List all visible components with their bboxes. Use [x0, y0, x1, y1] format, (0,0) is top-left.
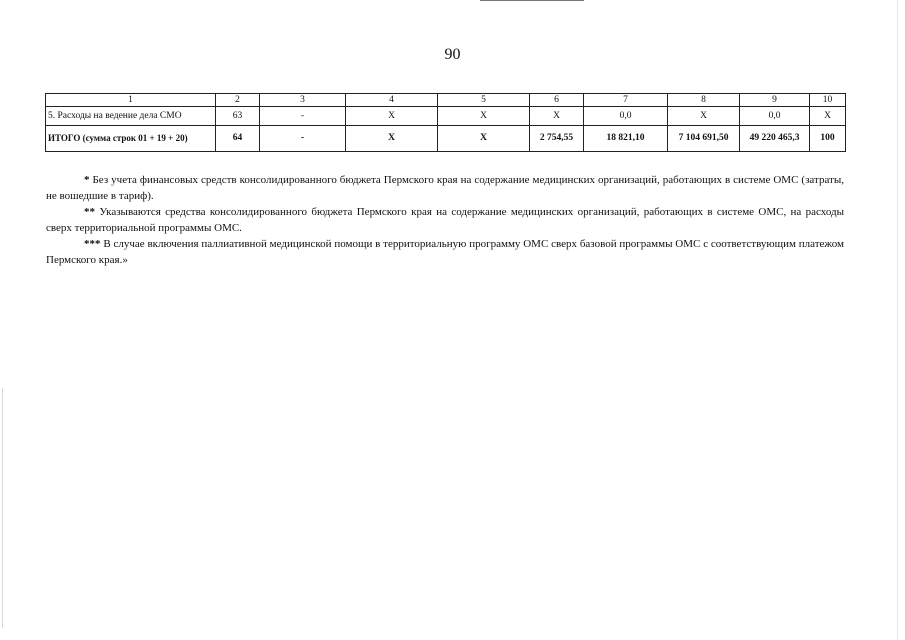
footnote-3 [46, 236, 844, 268]
table-cell: X [438, 107, 530, 126]
table-cell: 0,0 [584, 107, 668, 126]
footnote-2 [46, 204, 844, 236]
footnote-marker: *** [84, 238, 101, 250]
footnotes [46, 172, 844, 268]
column-header: 6 [530, 94, 584, 107]
column-header: 4 [346, 94, 438, 107]
footnote-text: В случае включения паллиативной медицинской помощи в территориальную программу ОМС сверх базовой программы ОМС с соответствующим платежом Пермского края.» [46, 238, 844, 266]
column-header: 2 [216, 94, 260, 107]
page-number: 90 [444, 46, 461, 63]
footnote-marker: * [84, 174, 90, 186]
top-rule [480, 0, 584, 1]
table-header-row [46, 94, 846, 107]
table-row [46, 107, 846, 126]
table-cell: 64 [216, 126, 260, 152]
table-cell: 18 821,10 [584, 126, 668, 152]
table-cell: 49 220 465,3 [740, 126, 810, 152]
table-cell: - [260, 126, 346, 152]
table-cell: 7 104 691,50 [668, 126, 740, 152]
column-header: 3 [260, 94, 346, 107]
column-header: 8 [668, 94, 740, 107]
table-cell: 0,0 [740, 107, 810, 126]
footnote-1 [46, 172, 844, 204]
footnote-marker: ** [84, 206, 95, 218]
column-header: 1 [46, 94, 216, 107]
table-cell: X [346, 126, 438, 152]
column-header: 5 [438, 94, 530, 107]
table-cell: X [346, 107, 438, 126]
column-header: 9 [740, 94, 810, 107]
table-cell: X [530, 107, 584, 126]
row-label: 5. Расходы на ведение дела СМО [46, 107, 216, 126]
scan-edge-right [897, 0, 898, 640]
table-cell: X [810, 107, 846, 126]
row-label: ИТОГО (сумма строк 01 + 19 + 20) [46, 126, 216, 152]
table-cell: X [438, 126, 530, 152]
scan-edge-left [2, 388, 3, 628]
table-cell: 63 [216, 107, 260, 126]
footnote-text: Без учета финансовых средств консолидированного бюджета Пермского края на содержание медицинских организаций, работающих в системе ОМС (затраты, не вошедшие в тариф). [46, 174, 844, 202]
table-cell: - [260, 107, 346, 126]
footnote-text: Указываются средства консолидированного бюджета Пермского края на содержание медицинских организаций, работающих в системе ОМС, на расходы сверх территориальной программы ОМС. [46, 206, 844, 234]
table-row-total [46, 126, 846, 152]
column-header: 10 [810, 94, 846, 107]
table-cell: 100 [810, 126, 846, 152]
table-cell: 2 754,55 [530, 126, 584, 152]
column-header: 7 [584, 94, 668, 107]
table-cell: X [668, 107, 740, 126]
data-table [45, 93, 846, 152]
